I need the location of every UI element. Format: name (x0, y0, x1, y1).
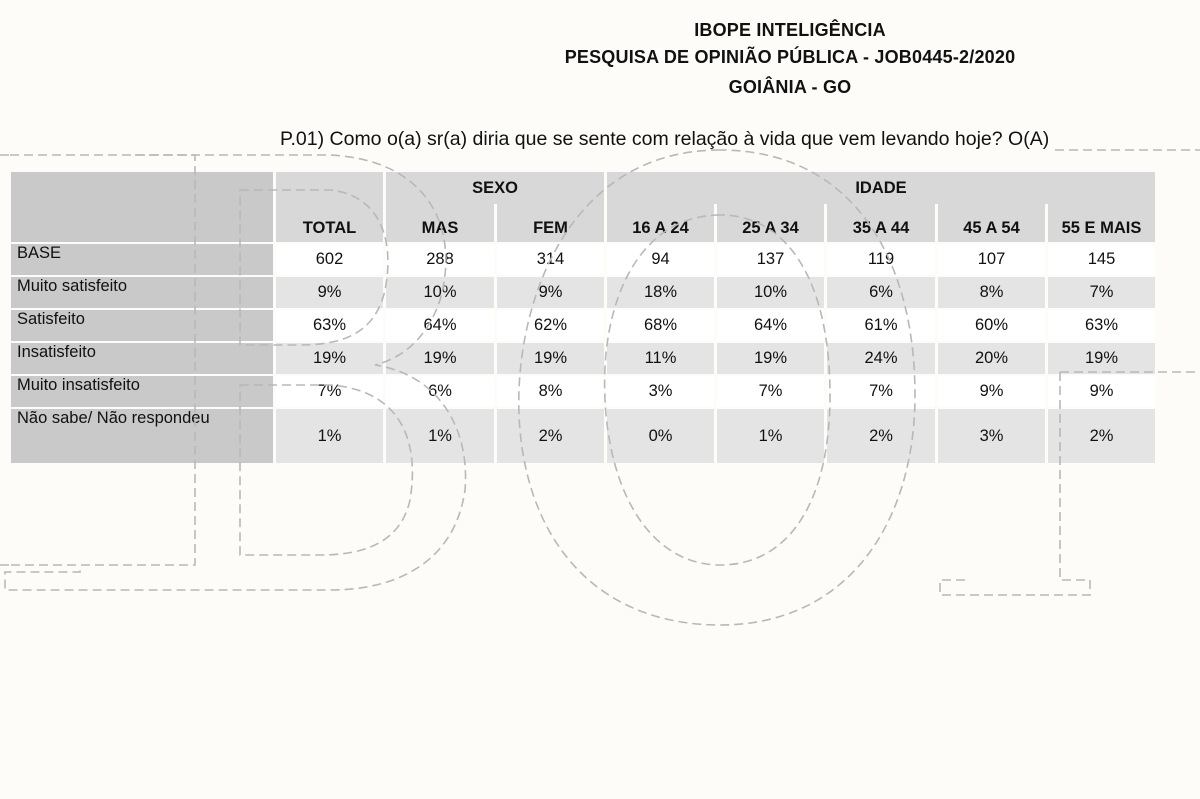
table-cell: 2% (827, 407, 935, 463)
table-cell: 94 (607, 242, 714, 275)
table-row (11, 341, 1155, 374)
header-corner (11, 172, 273, 242)
group-header-row (11, 172, 1155, 204)
col-header: 25 A 34 (717, 204, 824, 242)
report-title: IBOPE INTELIGÊNCIA (694, 20, 886, 40)
table-cell: 61% (827, 308, 935, 341)
table-cell: 10% (717, 275, 824, 308)
table-cell: 107 (938, 242, 1045, 275)
table-cell: 19% (717, 341, 824, 374)
report-location: GOIÂNIA - GO (728, 77, 852, 97)
report-subtitle: PESQUISA DE OPINIÃO PÚBLICA - JOB0445-2/2020 (564, 47, 1016, 67)
row-label: Insatisfeito (11, 341, 273, 374)
table-cell: 145 (1048, 242, 1155, 275)
table-cell: 63% (1048, 308, 1155, 341)
table-cell: 64% (717, 308, 824, 341)
table-row (11, 275, 1155, 308)
table-cell: 137 (717, 242, 824, 275)
table-cell: 7% (1048, 275, 1155, 308)
table-cell: 9% (276, 275, 383, 308)
table-cell: 6% (386, 374, 494, 407)
col-header: 55 E MAIS (1048, 204, 1155, 242)
col-header: FEM (497, 204, 604, 242)
row-label: BASE (11, 242, 273, 275)
table-cell: 60% (938, 308, 1045, 341)
col-header: 35 A 44 (827, 204, 935, 242)
table-cell: 1% (386, 407, 494, 463)
table-cell: 7% (827, 374, 935, 407)
table-cell: 64% (386, 308, 494, 341)
table-cell: 10% (386, 275, 494, 308)
table-cell: 0% (607, 407, 714, 463)
col-header: 45 A 54 (938, 204, 1045, 242)
table-cell: 62% (497, 308, 604, 341)
group-idade: IDADE (607, 172, 1155, 204)
table-row (11, 374, 1155, 407)
table-cell: 314 (497, 242, 604, 275)
table-cell: 19% (497, 341, 604, 374)
table-cell: 24% (827, 341, 935, 374)
table-cell: 119 (827, 242, 935, 275)
table-cell: 20% (938, 341, 1045, 374)
col-header: TOTAL (276, 204, 383, 242)
table-cell: 1% (717, 407, 824, 463)
table-cell: 7% (276, 374, 383, 407)
table-row (11, 242, 1155, 275)
row-label: Satisfeito (11, 308, 273, 341)
table-cell: 9% (1048, 374, 1155, 407)
table-cell: 9% (497, 275, 604, 308)
table-row (11, 407, 1155, 463)
col-header: 16 A 24 (607, 204, 714, 242)
table-cell: 19% (1048, 341, 1155, 374)
table-cell: 18% (607, 275, 714, 308)
col-header: MAS (386, 204, 494, 242)
group-sexo: SEXO (386, 172, 604, 204)
table-cell: 7% (717, 374, 824, 407)
table-row (11, 308, 1155, 341)
table-cell: 2% (497, 407, 604, 463)
table-cell: 9% (938, 374, 1045, 407)
row-label: Muito insatisfeito (11, 374, 273, 407)
table-cell: 63% (276, 308, 383, 341)
table-cell: 8% (938, 275, 1045, 308)
results-table (8, 172, 1158, 463)
table-cell: 19% (276, 341, 383, 374)
table-cell: 3% (607, 374, 714, 407)
table-cell: 3% (938, 407, 1045, 463)
table-cell: 6% (827, 275, 935, 308)
table-cell: 8% (497, 374, 604, 407)
total-group-cell (276, 172, 383, 204)
row-label: Não sabe/ Não respondeu (11, 407, 273, 463)
table-cell: 2% (1048, 407, 1155, 463)
table-cell: 602 (276, 242, 383, 275)
table-cell: 1% (276, 407, 383, 463)
question-text: P.01) Como o(a) sr(a) diria que se sente com relação à vida que vem levando hoje? O(A) (280, 128, 1050, 150)
table-cell: 288 (386, 242, 494, 275)
table-cell: 68% (607, 308, 714, 341)
table-cell: 11% (607, 341, 714, 374)
row-label: Muito satisfeito (11, 275, 273, 308)
table-cell: 19% (386, 341, 494, 374)
